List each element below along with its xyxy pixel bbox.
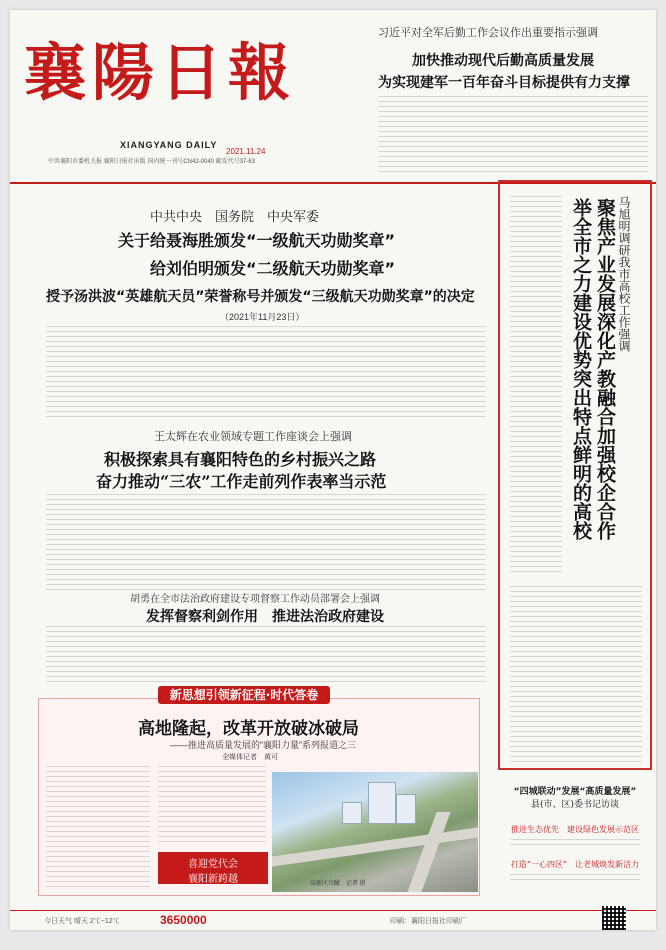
top-kicker: 习近平对全军后勤工作会议作出重要指示强调: [378, 27, 598, 39]
badge-line-1: 喜迎党代会: [188, 859, 238, 870]
law-article-text: [46, 626, 486, 682]
right-vertical-headline-2: 举全市之力建设优势突出特点鲜明的高校: [570, 198, 592, 540]
interview-box: [498, 780, 652, 890]
lead-kicker: 中共中央 国务院 中央军委: [150, 209, 320, 224]
lead-article-text: [46, 326, 486, 420]
issue-date: 2021.11.24: [226, 147, 266, 156]
feature-text-mid: [158, 766, 266, 846]
party-congress-badge[interactable]: [158, 852, 268, 884]
badge-line-2: 襄阳新跨越: [188, 874, 238, 885]
aerial-photo: [272, 772, 478, 892]
interview-item-2[interactable]: 打造“一心四区” 让老城焕发新活力: [510, 860, 640, 869]
newspaper-page: [10, 10, 656, 930]
top-article-text: [378, 96, 648, 176]
feature-banner: 新思想引领新征程·时代答卷: [158, 686, 330, 704]
publication-info: 中共襄阳市委机关报 襄阳日报社出版 国内统一刊号CN42-0040 邮发代号37-63: [48, 159, 256, 165]
right-vertical-headline-1: 聚焦产业发展深化产教融合加强校企合作: [594, 198, 616, 540]
lead-line-2: 给刘伯明颁发“二级航天功勋奖章”: [150, 259, 396, 278]
interview-item-1-text: [510, 839, 640, 849]
rural-line-1: 积极探索具有襄阳特色的乡村振兴之路: [104, 450, 377, 469]
weather: 今日天气 晴天 2℃~12℃: [44, 918, 120, 925]
photo-caption: 高新区鸟瞰 记者 摄: [310, 881, 366, 887]
interview-item-2-text: [510, 874, 640, 884]
page-footer: [10, 910, 656, 931]
rural-kicker: 王太辉在农业领域专题工作座谈会上强调: [154, 431, 352, 443]
rural-article-text: [46, 494, 486, 590]
feature-subheadline: ——推进高质量发展的“襄阳力量”系列报道之三: [170, 740, 356, 750]
interview-title: “四城联动”发展“高质量发展”: [513, 787, 637, 797]
top-headline-1: 加快推动现代后勤高质量发展: [412, 53, 594, 69]
qr-code-icon[interactable]: [602, 906, 626, 930]
lead-date: （2021年11月23日）: [220, 312, 305, 322]
right-article-text-bottom: [510, 586, 642, 762]
law-headline: 发挥督察利剑作用 推进法治政府建设: [146, 609, 384, 625]
feature-headline: 高地隆起，改革开放破冰破局: [138, 719, 359, 739]
printer-info: 印刷：襄阳日报社印刷厂: [390, 918, 467, 925]
right-article-text-top: [510, 196, 562, 576]
ad-hotline: 3650000: [160, 913, 207, 927]
masthead-english: XIANGYANG DAILY: [120, 140, 218, 150]
right-vertical-kicker: 马旭明调研我市高校工作强调: [617, 196, 631, 352]
interview-item-1[interactable]: 推进生态优先 建设绿色发展示范区: [511, 825, 639, 834]
feature-byline: 全媒体记者 黄可: [222, 754, 278, 761]
interview-subtitle: 县(市、区)委书记访谈: [530, 800, 620, 810]
masthead-title: 襄陽日報: [24, 36, 297, 109]
feature-text-left: [46, 766, 150, 888]
lead-line-1: 关于给聂海胜颁发“一级航天功勋奖章”: [118, 231, 396, 250]
rural-line-2: 奋力推动“三农”工作走前列作表率当示范: [96, 472, 387, 491]
lead-line-3: 授予汤洪波“英雄航天员”荣誉称号并颁发“三级航天功勋奖章”的决定: [46, 289, 475, 305]
top-headline-2: 为实现建军一百年奋斗目标提供有力支撑: [378, 75, 630, 91]
law-kicker: 胡勇在全市法治政府建设专项督察工作动员部署会上强调: [130, 594, 380, 605]
